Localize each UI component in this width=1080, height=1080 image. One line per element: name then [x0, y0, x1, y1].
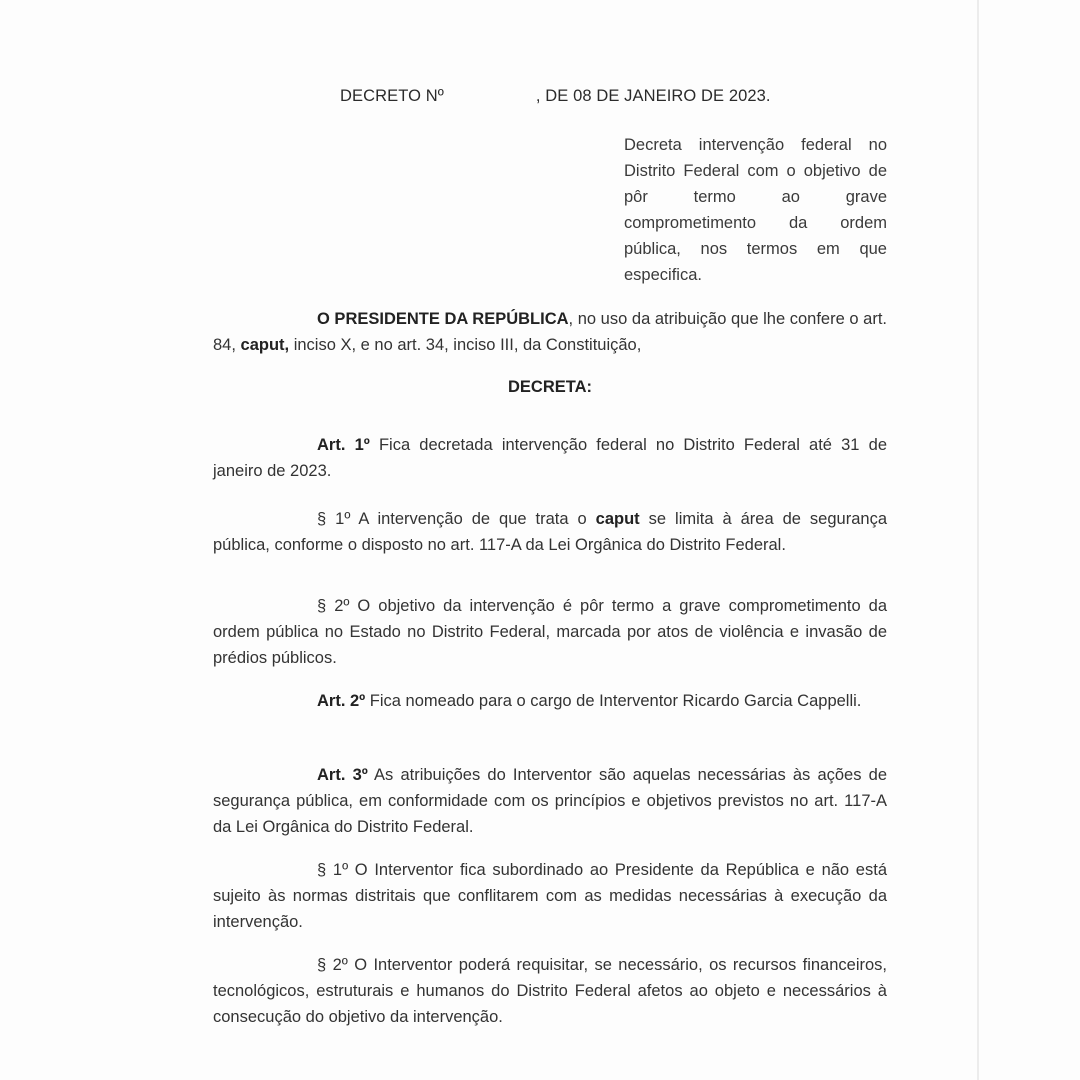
title-prefix: DECRETO Nº	[340, 87, 444, 105]
article-2: Art. 2º Fica nomeado para o cargo de Interventor Ricardo Garcia Cappelli.	[317, 692, 862, 710]
article-1-paragraph-2: § 2º O objetivo da intervenção é pôr termo a grave comprometimento da ordem pública no Estado no Distrito Federal, marcada por atos de violência e invasão de prédios públicos.	[213, 597, 888, 667]
article-3-paragraph-2: § 2º O Interventor poderá requisitar, se necessário, os recursos financeiros, tecnológicos, estruturais e humanos do Distrito Federal afetos ao objeto e necessários à consecução do objetivo da intervenção.	[213, 956, 887, 1026]
article-1: Art. 1º Fica decretada intervenção federal no Distrito Federal até 31 de janeiro de 2023.	[213, 436, 887, 480]
page-edge-line	[977, 0, 979, 1080]
paragraph-label: § 1º	[317, 861, 349, 879]
decreta-heading: DECRETA:	[507, 378, 593, 396]
paragraph-label: § 2º	[317, 597, 350, 615]
article-1-paragraph-1: § 1º A intervenção de que trata o caput se limita à área de segurança pública, conforme o disposto no art. 117-A da Lei Orgânica do Distrito Federal.	[213, 510, 887, 554]
article-3-label: Art. 3º	[317, 766, 368, 784]
preamble: O PRESIDENTE DA REPÚBLICA, no uso da atribuição que lhe confere o art. 84, caput, inciso X, e no art. 34, inciso III, da Constituição,	[213, 310, 887, 354]
article-3: Art. 3º As atribuições do Interventor são aquelas necessárias às ações de segurança pública, em conformidade com os princípios e objetivos previstos no art. 117-A da Lei Orgânica do Distrito Federal.	[213, 766, 887, 836]
article-1-label: Art. 1º	[317, 436, 370, 454]
paragraph-label: § 2º	[317, 956, 348, 974]
ementa: Decreta intervenção federal no Distrito Federal com o objetivo de pôr termo ao grave comprometimento da ordem pública, nos termos em que especifica.	[624, 136, 887, 284]
article-2-label: Art. 2º	[317, 692, 366, 710]
title-date: , DE 08 DE JANEIRO DE 2023.	[535, 87, 771, 105]
preamble-president: O PRESIDENTE DA REPÚBLICA	[317, 310, 569, 328]
decree-title	[340, 87, 771, 106]
caput-bold: caput	[595, 510, 640, 528]
preamble-caput: caput,	[240, 336, 290, 354]
article-3-paragraph-1: § 1º O Interventor fica subordinado ao Presidente da República e não está sujeito às normas distritais que conflitarem com as medidas necessárias à execução da intervenção.	[213, 861, 887, 931]
paragraph-label: § 1º	[317, 510, 351, 528]
